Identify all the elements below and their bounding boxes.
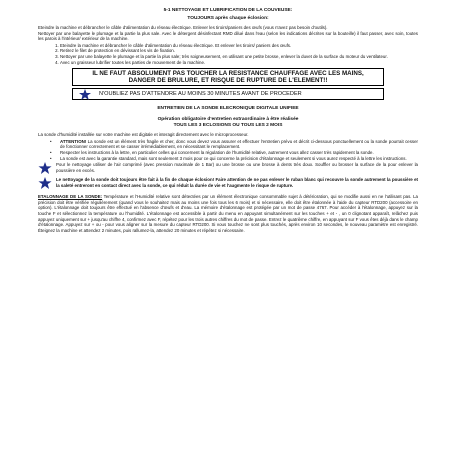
intro-paragraph-2: Nettoyer par une balayette le plumage et la partie la plus sale. Avec le détergent désinfectant RMD dilué dans l'eau (selon les indications décrites sur la bouteille) il faut passer, avec soin, toutes les parois à l'intérieur/ extérieur de la machine. bbox=[38, 30, 418, 42]
star-icon bbox=[38, 162, 52, 174]
document-page bbox=[38, 8, 418, 233]
note-2-text: Le nettoyage de la sonde doit toujours être fait à la fin de chaque éclosion! Faire attention de ne pas enlever le ruban blanc qui recouvre la sonde autrement la poussière et la saleté entreront en contact direct avec la sonde, ce qui réduit la durée de vie et l'augmente le risque de rupture. bbox=[56, 177, 418, 188]
section-title: ENTRETIEN DE LA SONDE ELECRONIQUE DIGITALE UNIFIEE bbox=[157, 106, 299, 112]
bullet-text: La sonde est avec la garantie standard, mais sont seulement 3 mois pour ce qui concerne la précision d'étalonnage et seulement si vous aurez respecté à la lettre les instructions. bbox=[60, 155, 407, 161]
sonde-intro: La sonde d'humidité installée sur votre machine est digitale et interagit directement avec le microprocesseur. bbox=[38, 132, 249, 138]
intro-paragraph-1: Eteindre la machine et débrancher le câble d'alimentation du réseau électrique. Enlever les tiroirs/paniers des œufs (vous n'avez pas besoin d'outils). bbox=[38, 25, 328, 30]
step-item: 2. Retirez le filet de protection en dévissant les vis de fixation. bbox=[60, 48, 418, 54]
calibration-paragraph bbox=[38, 194, 418, 233]
star-icon bbox=[78, 89, 92, 100]
warning-box bbox=[72, 68, 384, 86]
cleaning-steps bbox=[38, 43, 418, 65]
list-item bbox=[60, 156, 418, 162]
warning-text: IL NE FAUT ABSOLUMENT PAS TOUCHER LA RESISTANCE CHAUFFAGE AVEC LES MAINS, DANGER DE BRULURE, ET RISQUE DE RUPTURE DE L'ELEMENT!! bbox=[92, 70, 364, 85]
page-subtitle: TOUJOURS après chaque éclosion: bbox=[187, 16, 269, 21]
calibration-label: ETALONNAGE DE LA SONDE: bbox=[38, 194, 103, 200]
list-item bbox=[60, 139, 418, 150]
step-item: 4. Avec un graisseur lubrifier toutes les parties de mouvement de la machine. bbox=[60, 60, 418, 66]
section-subtitle-1: Opération obligatoire d'entretien extraordinaire à être réalisée bbox=[157, 117, 299, 123]
note-1 bbox=[38, 162, 418, 174]
step-item: 3. Nettoyer par une balayette le plumage et la partie la plus sale; très soigneusement, en utilisant une petite brosse, enlever la duvet de la surface du moteur du ventilateur. bbox=[60, 54, 418, 60]
calibration-text: Température et l'Humidité relative sont détectées par un élément électronique consommable sujet à détérioration, qui se modifie aussi en ne l'utilisant pas. La précision doit être vérifiée régulièrement (quand vous le souhaitez mais au moins une fois tous les 6 mois) et si nécessaire, elle doit être étalonnée à l'aide du capteur RTD200 (accessoire en option). L'étalonnage doit toujours être effectué en l'absence d'œufs et d'eau. La mémoire d'étalonnage est protégée par un mot de passe 4767. Pour accéder à l'étalonnage, appuyez sur la touche F et sélectionnez la température ou l'humidité. L'étalonnage est accessible à partir du menu en appuyant simultanément sur les touches + et - , un 0 clignotant apparaît, relâchez puis appuyez uniquement sur + jusqu'au chiffre 4, confirmez avec F, répétez pour les trois autres chiffres du mot de passe. Entrez le quatrième chiffre, en appuyant sur F vous êtes déjà dans le champ d'étalonnage. Appuyez sur + ou - pour vous aligner sur la mesure du capteur RTD200. Si vous touchez ne sont plus touchés, après environ 10 secondes, le nouveau paramètre est enregistré. Éteignez la machine et attendez 2 minutes, puis rallumez-la, attendez 20 minutes et répétez si nécessaire. bbox=[38, 194, 418, 233]
star-icon bbox=[38, 177, 52, 189]
bullet-text: La sonde est un élément très fragile et cher, donc vous devez vous assurer et effectuer l'entretien prévu et décrit ci-dessous ponctuellement ou la sonde pourrait cesser de fonctionner correctement et se casser irrémédiablement, en nécessitant le remplacement. bbox=[60, 138, 418, 150]
reminder-box bbox=[72, 88, 384, 100]
bullet-text: Respecter les instructions à la lettre, en particulier celles qui concernent la régulation de l'humidité relative, autrement vous allez casser très rapidement la sonde. bbox=[60, 149, 374, 155]
step-item: 1. Eteindre la machine et débrancher le câble d'alimentation du réseau électrique. Et enlever les tiroirs/ paniers des œufs. bbox=[60, 43, 418, 49]
note-1-text: Pour le nettoyage utiliser de l'air comprimé (avec pression maximale de 1 Bar) ou une brosse ou une brosse à dents très doux. Souffler ou brosser la surface de la pour enlever la poussière en excès. bbox=[56, 162, 418, 173]
sonde-bullets bbox=[38, 139, 418, 161]
reminder-text: N'OUBLIEZ PAS D'ATTENDRE AU MOINS 30 MINUTES AVANT DE PROCEDER bbox=[99, 91, 302, 98]
page-title: 5-1 NETTOYAGE ET LUBRIFICATION DE LA COUVEUSE: bbox=[163, 8, 293, 13]
attention-label: ATTENTION! bbox=[60, 138, 87, 144]
note-2 bbox=[38, 177, 418, 189]
section-subtitle-2: TOUS LES 3 ECLOSIONS OU TOUS LES 2 MOIS bbox=[173, 123, 283, 129]
